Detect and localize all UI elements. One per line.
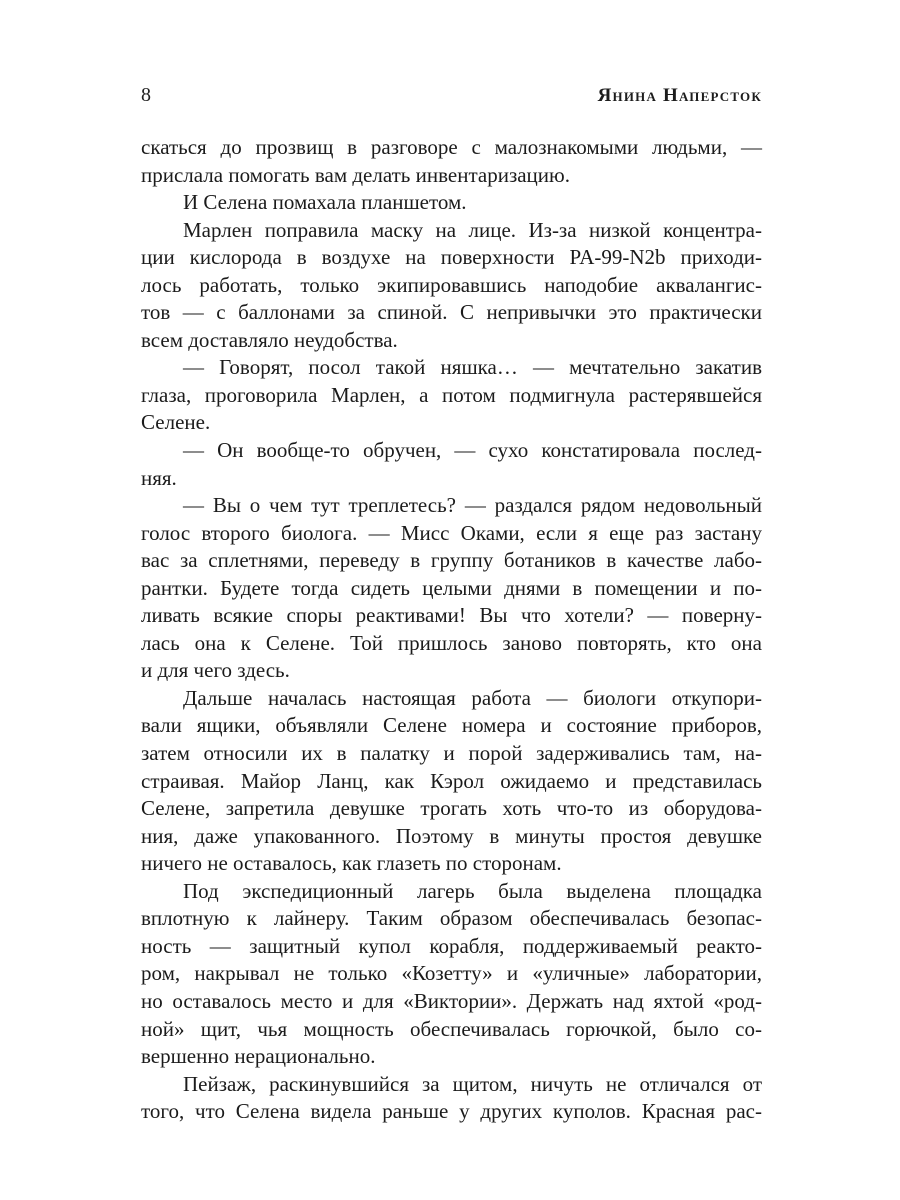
text-line: прислала помогать вам делать инвентаризацию.: [141, 162, 570, 187]
paragraph: [141, 437, 762, 492]
text-line: Дальше началась настоящая работа — биологи откупори-: [183, 685, 762, 710]
text-line: скаться до прозвищ в разговоре с малознакомыми людьми, —: [141, 135, 762, 159]
paragraph: [141, 492, 762, 685]
text-line: — Он вообще-то обручен, — сухо констатировала послед-: [183, 438, 762, 463]
text-line: Пейзаж, раскинувшийся за щитом, ничуть не отличался от: [183, 1071, 762, 1096]
text-line: всем доставляло неудобства.: [141, 327, 398, 352]
text-line: тов — с баллонами за спиной. С непривычки это практически: [141, 300, 762, 325]
text-line: затем относили их в палатку и порой задерживались там, на-: [141, 741, 762, 766]
text-line: няя.: [141, 465, 177, 490]
paragraph: [141, 217, 762, 355]
paragraph: [141, 354, 762, 437]
page-number: 8: [141, 84, 151, 106]
text-line: и для чего здесь.: [141, 658, 290, 683]
text-line: но оставалось место и для «Виктории». Держать над яхтой «род-: [141, 988, 762, 1013]
paragraph: [141, 685, 762, 878]
text-block: [141, 134, 762, 1126]
text-line: Селене, запретила девушке трогать хоть что-то из оборудова-: [141, 796, 762, 821]
text-line: того, что Селена видела раньше у других куполов. Красная рас-: [141, 1099, 762, 1124]
running-title: Янина Наперсток: [597, 85, 762, 106]
text-line: рантки. Будете тогда сидеть целыми днями в помещении и по-: [141, 575, 762, 600]
text-line: Под экспедиционный лагерь была выделена площадка: [183, 878, 762, 903]
text-line: ния, даже упакованного. Поэтому в минуты простоя девушке: [141, 823, 762, 848]
text-line: Марлен поправила маску на лице. Из-за низкой концентра-: [183, 217, 762, 242]
paragraph: [141, 878, 762, 1071]
text-line: — Вы о чем тут треплетесь? — раздался рядом недовольный: [183, 493, 762, 518]
text-line: страивая. Майор Ланц, как Кэрол ожидаемо и представилась: [141, 768, 762, 793]
text-line: голос второго биолога. — Мисс Оками, если я еще раз застану: [141, 520, 762, 545]
text-line: вас за сплетнями, переведу в группу ботаников в качестве лабо-: [141, 548, 762, 573]
text-line: ливать всякие споры реактивами! Вы что хотели? — поверну-: [141, 603, 762, 628]
text-line: ность — защитный купол корабля, поддерживаемый реакто-: [141, 933, 762, 958]
page-content: [141, 84, 762, 1126]
text-line: лось работать, только экипировавшись наподобие аквалангис-: [141, 272, 762, 297]
page-header: [141, 84, 762, 107]
text-line: — Говорят, посол такой няшка… — мечтательно закатив: [183, 355, 762, 380]
text-line: вершенно нерационально.: [141, 1044, 376, 1069]
text-line: вплотную к лайнеру. Таким образом обеспечивалась безопас-: [141, 906, 762, 931]
paragraph: [141, 1071, 762, 1126]
paragraph: [141, 189, 762, 217]
text-line: ром, накрывал не только «Козетту» и «уличные» лаборатории,: [141, 961, 762, 986]
text-line: И Селена помахала планшетом.: [183, 190, 467, 215]
text-line: ничего не оставалось, как глазеть по сторонам.: [141, 851, 562, 876]
text-line: глаза, проговорила Марлен, а потом подмигнула растерявшейся: [141, 382, 762, 407]
text-line: ной» щит, чья мощность обеспечивалась горючкой, было со-: [141, 1016, 762, 1041]
text-line: ции кислорода в воздухе на поверхности PA-99-N2b приходи-: [141, 245, 762, 270]
text-line: вали ящики, объявляли Селене номера и состояние приборов,: [141, 713, 762, 738]
paragraph: [141, 134, 762, 189]
text-line: лась она к Селене. Той пришлось заново повторять, кто она: [141, 630, 762, 655]
text-line: Селене.: [141, 410, 211, 435]
